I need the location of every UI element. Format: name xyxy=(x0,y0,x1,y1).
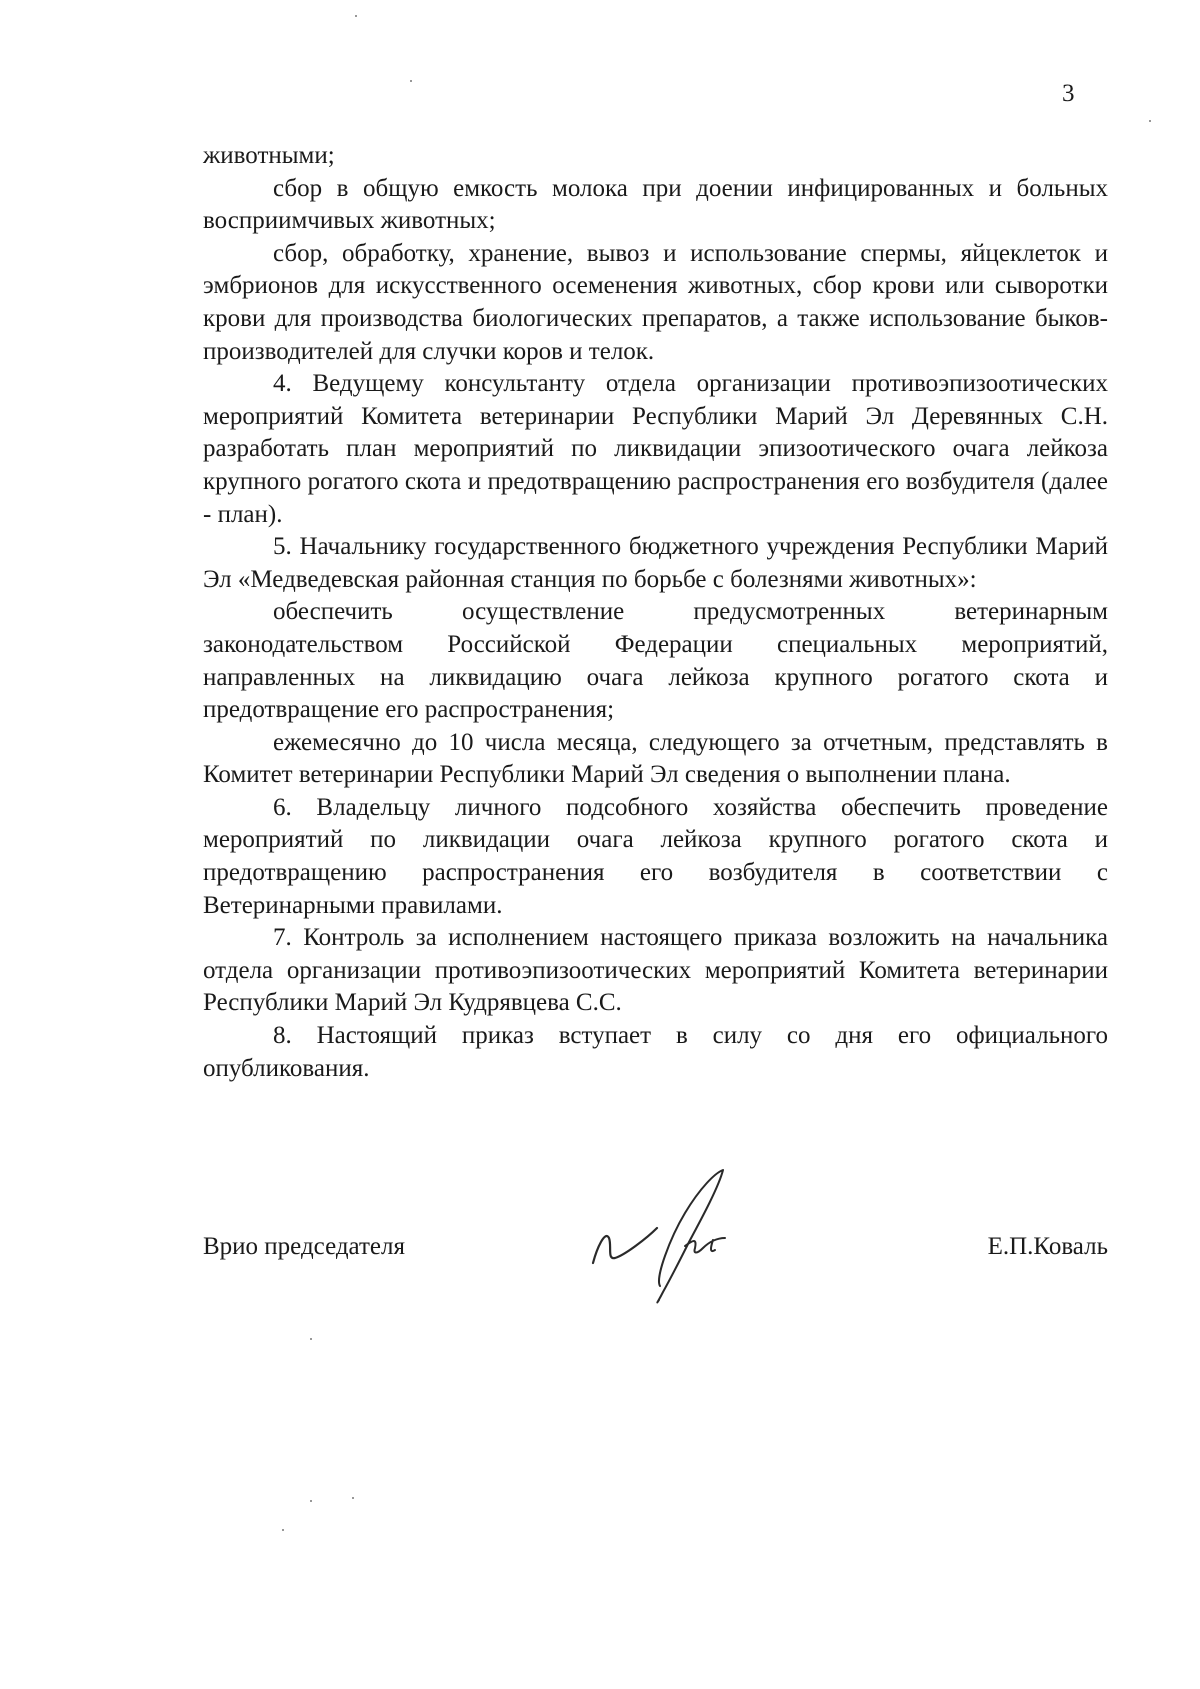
paragraph-item-5-ensure: обеспечить осуществление предусмотренных ветеринарным законодательством Российской Федерации специальных мероприятий, направленных на ликвидацию очага лейкоза крупного рогатого скота и предотвращение его распространения; xyxy=(203,598,1108,724)
paragraph-item-6: 6. Владельцу личного подсобного хозяйства обеспечить проведение мероприятий по ликвидации очага лейкоза крупного рогатого скота и предотвращению распространения его возбудителя в соответствии с Ветеринарными правилами. xyxy=(203,793,1108,919)
signatory-title: Врио председателя xyxy=(203,1233,406,1260)
paragraph-item-4: 4. Ведущему консультанту отдела организации противоэпизоотических мероприятий Комитета ветеринарии Республики Марий Эл Деревянных С.Н. разработать план мероприятий по ликвидации эпизоотического очага лейкоза крупного рогатого скота и предотвращению распространения его возбудителя (далее - план). xyxy=(203,370,1108,528)
paragraph-item-8: 8. Настоящий приказ вступает в силу со дня его официального опубликования. xyxy=(203,1022,1108,1082)
scan-speck xyxy=(310,1338,312,1340)
signatory-name: Е.П.Коваль xyxy=(987,1233,1108,1260)
scan-speck xyxy=(355,15,357,17)
scan-speck xyxy=(1149,120,1151,122)
paragraph-milk-collection: сбор в общую емкость молока при доении инфицированных и больных восприимчивых животных; xyxy=(203,174,1108,235)
paragraph-item-5-monthly: ежемесячно до 10 числа месяца, следующего за отчетным, представлять в Комитет ветеринарии Республики Марий Эл сведения о выполнении плана. xyxy=(203,728,1108,789)
scan-speck xyxy=(282,1529,284,1531)
document-body xyxy=(203,140,1108,1085)
page-number: 3 xyxy=(1062,80,1075,107)
scan-speck xyxy=(410,80,412,82)
paragraph-item-7: 7. Контроль за исполнением настоящего приказа возложить на начальника отдела организации противоэпизоотических мероприятий Комитета ветеринарии Республики Марий Эл Кудрявцева С.С. xyxy=(203,924,1108,1017)
paragraph-sperm-collection: сбор, обработку, хранение, вывоз и использование спермы, яйцеклеток и эмбрионов для искусственного осеменения животных, сбор крови или сыворотки крови для производства биологических препаратов, а также использование быков-производителей для случки коров и телок. xyxy=(203,239,1108,365)
signature-block xyxy=(203,1233,1108,1273)
paragraph-continuation: животными; xyxy=(203,142,335,169)
paragraph-item-5: 5. Начальнику государственного бюджетного учреждения Республики Марий Эл «Медведевская районная станция по борьбе с болезнями животных»: xyxy=(203,533,1108,593)
scan-speck xyxy=(352,1497,354,1499)
scan-speck xyxy=(310,1500,312,1502)
